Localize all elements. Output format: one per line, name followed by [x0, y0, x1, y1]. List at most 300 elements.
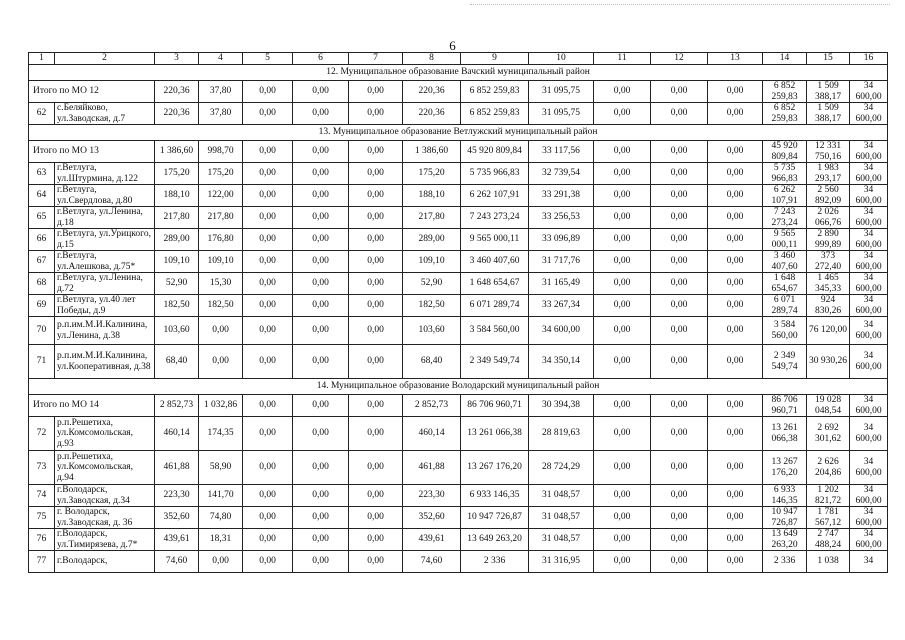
- table-cell: 0,00: [293, 141, 349, 163]
- table-cell: 220,36: [403, 81, 461, 103]
- table-cell: 0,00: [293, 251, 349, 273]
- table-cell: 0,00: [293, 345, 349, 379]
- table-cell: 33 267,34: [529, 295, 594, 317]
- table-cell: 0,00: [349, 295, 403, 317]
- table-cell: 6: [293, 53, 349, 65]
- table-cell: Итого по МО 13: [29, 141, 155, 163]
- table-cell: р.п.им.М.И.Калинина, ул.Кооперативная, д.38: [55, 345, 155, 379]
- table-cell: 1 386,60: [155, 141, 199, 163]
- table-cell: 188,10: [155, 185, 199, 207]
- table-cell: 103,60: [155, 317, 199, 345]
- table-cell: 0,00: [243, 229, 293, 251]
- table-cell: 6 852 259,83: [461, 81, 529, 103]
- table-cell: 34 600,00: [850, 229, 888, 251]
- table-cell: 0,00: [708, 185, 763, 207]
- table-cell: 6 933 146,35: [763, 485, 807, 507]
- table-cell: 0,00: [349, 81, 403, 103]
- table-cell: г.Ветлуга, ул.40 лет Победы, д.9: [55, 295, 155, 317]
- table-cell: 223,30: [155, 485, 199, 507]
- table-cell: 13. Муниципальное образование Ветлужский муниципальный район: [29, 125, 888, 141]
- table-cell: 0,00: [199, 345, 243, 379]
- table-cell: 69: [29, 295, 55, 317]
- total-row: [29, 81, 888, 103]
- table-cell: 3 584 560,00: [461, 317, 529, 345]
- table-cell: 1 509 388,17: [807, 103, 850, 125]
- table-cell: 0,00: [651, 273, 708, 295]
- table-cell: 0,00: [594, 451, 651, 485]
- table-cell: 0,00: [349, 551, 403, 573]
- table-cell: 34 600,00: [850, 251, 888, 273]
- table-cell: 0,00: [243, 207, 293, 229]
- table-cell: 74,60: [155, 551, 199, 573]
- table-cell: 0,00: [243, 141, 293, 163]
- table-cell: 18,31: [199, 529, 243, 551]
- table-cell: 0,00: [651, 251, 708, 273]
- table-cell: 0,00: [708, 103, 763, 125]
- table-cell: 12 331 750,16: [807, 141, 850, 163]
- table-cell: 34 600,00: [850, 395, 888, 417]
- table-row: [29, 251, 888, 273]
- table-cell: 0,00: [594, 317, 651, 345]
- table-cell: 0,00: [243, 163, 293, 185]
- table-cell: 0,00: [243, 273, 293, 295]
- table-cell: 0,00: [349, 507, 403, 529]
- table-cell: 34 600,00: [850, 417, 888, 451]
- table-cell: 0,00: [293, 103, 349, 125]
- table-cell: 223,30: [403, 485, 461, 507]
- table-cell: 0,00: [349, 273, 403, 295]
- table-row: [29, 103, 888, 125]
- table-cell: 16: [850, 53, 888, 65]
- table-cell: 0,00: [651, 103, 708, 125]
- table-cell: 0,00: [243, 185, 293, 207]
- table-cell: 75: [29, 507, 55, 529]
- table-cell: 0,00: [594, 485, 651, 507]
- table-cell: 0,00: [708, 163, 763, 185]
- table-cell: 0,00: [594, 81, 651, 103]
- table-cell: г.Ветлуга, ул.Алешкова, д.75*: [55, 251, 155, 273]
- table-cell: 3 460 407,60: [461, 251, 529, 273]
- table-cell: 0,00: [243, 417, 293, 451]
- table-cell: 0,00: [243, 103, 293, 125]
- total-row: [29, 141, 888, 163]
- table-cell: 28 819,63: [529, 417, 594, 451]
- table-cell: 1 648 654,67: [763, 273, 807, 295]
- table-cell: 6 262 107,91: [461, 185, 529, 207]
- table-cell: 5 735 966,83: [461, 163, 529, 185]
- table-cell: 58,90: [199, 451, 243, 485]
- table-cell: 0,00: [349, 185, 403, 207]
- table-cell: 33 117,56: [529, 141, 594, 163]
- table-cell: 460,14: [155, 417, 199, 451]
- table-cell: 289,00: [403, 229, 461, 251]
- table-cell: 0,00: [651, 417, 708, 451]
- table-cell: 0,00: [349, 529, 403, 551]
- table-cell: 0,00: [199, 317, 243, 345]
- table-cell: 0,00: [594, 395, 651, 417]
- table-cell: 2 890 999,89: [807, 229, 850, 251]
- table-cell: 109,10: [155, 251, 199, 273]
- table-cell: 122,00: [199, 185, 243, 207]
- table-cell: 0,00: [594, 551, 651, 573]
- table-cell: 2 852,73: [155, 395, 199, 417]
- table-cell: 34 600,00: [850, 345, 888, 379]
- table-cell: 13 649 263,20: [763, 529, 807, 551]
- table-cell: 30 394,38: [529, 395, 594, 417]
- table-cell: 6 852 259,83: [763, 81, 807, 103]
- table-cell: г. Володарск, ул.Заводская, д. 36: [55, 507, 155, 529]
- table-cell: 31 165,49: [529, 273, 594, 295]
- table-cell: 3 460 407,60: [763, 251, 807, 273]
- table-cell: 9 565 000,11: [461, 229, 529, 251]
- table-cell: р.п.Решетиха, ул.Комсомольская, д.94: [55, 451, 155, 485]
- table-cell: 12. Муниципальное образование Вачский муниципальный район: [29, 65, 888, 81]
- section-row: [29, 379, 888, 395]
- table-cell: 352,60: [155, 507, 199, 529]
- table-cell: 31 095,75: [529, 81, 594, 103]
- table-cell: 77: [29, 551, 55, 573]
- table-cell: 68,40: [403, 345, 461, 379]
- table-row: [29, 295, 888, 317]
- table-cell: 0,00: [243, 251, 293, 273]
- table-cell: 34 600,00: [850, 529, 888, 551]
- table-cell: 0,00: [293, 507, 349, 529]
- table-cell: 10 947 726,87: [763, 507, 807, 529]
- table-cell: 0,00: [651, 529, 708, 551]
- table-cell: 62: [29, 103, 55, 125]
- table-cell: 182,50: [403, 295, 461, 317]
- table-cell: 176,80: [199, 229, 243, 251]
- table-cell: 0,00: [199, 551, 243, 573]
- table-cell: 0,00: [594, 103, 651, 125]
- table-cell: 13 267 176,20: [763, 451, 807, 485]
- table-cell: 67: [29, 251, 55, 273]
- table-cell: р.п.Решетиха, ул.Комсомольская, д.93: [55, 417, 155, 451]
- page-number: 6: [449, 38, 456, 53]
- table-body: [29, 53, 888, 573]
- table-cell: 2 026 066,76: [807, 207, 850, 229]
- table-cell: 13 261 066,38: [461, 417, 529, 451]
- table-cell: 74: [29, 485, 55, 507]
- table-cell: 2 336: [461, 551, 529, 573]
- section-row: [29, 125, 888, 141]
- table-cell: 3: [155, 53, 199, 65]
- table-cell: 31 316,95: [529, 551, 594, 573]
- table-cell: 34 600,00: [850, 317, 888, 345]
- table-cell: 8: [403, 53, 461, 65]
- table-cell: 34 600,00: [529, 317, 594, 345]
- table-cell: 37,80: [199, 103, 243, 125]
- table-cell: 32 739,54: [529, 163, 594, 185]
- table-cell: 74,80: [199, 507, 243, 529]
- table-cell: 0,00: [243, 551, 293, 573]
- table-cell: г.Ветлуга, ул.Урицкого, д.15: [55, 229, 155, 251]
- table-cell: 0,00: [243, 345, 293, 379]
- table-cell: 45 920 809,84: [763, 141, 807, 163]
- table-cell: 0,00: [651, 395, 708, 417]
- table-row: [29, 185, 888, 207]
- table-cell: 31 717,76: [529, 251, 594, 273]
- table-row: [29, 317, 888, 345]
- table-cell: 0,00: [293, 317, 349, 345]
- table-cell: 0,00: [293, 295, 349, 317]
- table-cell: 76 120,00: [807, 317, 850, 345]
- table-cell: 0,00: [349, 141, 403, 163]
- table-cell: 72: [29, 417, 55, 451]
- table-cell: 9: [461, 53, 529, 65]
- table-cell: 0,00: [349, 395, 403, 417]
- table-cell: 2 747 488,24: [807, 529, 850, 551]
- table-cell: 6 262 107,91: [763, 185, 807, 207]
- table-cell: 220,36: [403, 103, 461, 125]
- table-cell: 3 584 560,00: [763, 317, 807, 345]
- table-cell: 217,80: [403, 207, 461, 229]
- table-cell: 0,00: [708, 417, 763, 451]
- table-cell: 0,00: [594, 345, 651, 379]
- table-cell: 34 600,00: [850, 451, 888, 485]
- table-row: [29, 163, 888, 185]
- table-cell: 220,36: [155, 103, 199, 125]
- table-row: [29, 551, 888, 573]
- table-cell: 998,70: [199, 141, 243, 163]
- table-cell: 0,00: [349, 229, 403, 251]
- table-cell: 0,00: [651, 551, 708, 573]
- table-cell: 2 349 549,74: [763, 345, 807, 379]
- table-cell: 439,61: [403, 529, 461, 551]
- table-cell: 10: [529, 53, 594, 65]
- table-cell: 220,36: [155, 81, 199, 103]
- table-cell: 175,20: [155, 163, 199, 185]
- table-cell: 34 600,00: [850, 485, 888, 507]
- table-cell: 6 852 259,83: [763, 103, 807, 125]
- table-cell: Итого по МО 14: [29, 395, 155, 417]
- table-cell: 0,00: [708, 295, 763, 317]
- table-cell: 34 600,00: [850, 185, 888, 207]
- table-cell: 73: [29, 451, 55, 485]
- table-cell: 68: [29, 273, 55, 295]
- table-cell: 4: [199, 53, 243, 65]
- table-cell: 0,00: [293, 529, 349, 551]
- table-cell: 2 560 892,09: [807, 185, 850, 207]
- table-cell: 0,00: [349, 251, 403, 273]
- table-cell: 109,10: [199, 251, 243, 273]
- table-cell: 0,00: [708, 207, 763, 229]
- table-cell: 1 038: [807, 551, 850, 573]
- table-cell: 0,00: [293, 163, 349, 185]
- table-cell: 0,00: [243, 295, 293, 317]
- table-cell: 0,00: [708, 485, 763, 507]
- table-row: [29, 345, 888, 379]
- table-cell: 34 600,00: [850, 103, 888, 125]
- table-cell: с.Беляйково, ул.Заводская, д.7: [55, 103, 155, 125]
- table-cell: 31 048,57: [529, 529, 594, 551]
- table-cell: г.Володарск, ул.Тимирязева, д.7*: [55, 529, 155, 551]
- table-cell: 0,00: [293, 273, 349, 295]
- table-cell: 0,00: [349, 207, 403, 229]
- table-cell: 34 600,00: [850, 163, 888, 185]
- table-cell: г.Володарск,: [55, 551, 155, 573]
- table-cell: 1 983 293,17: [807, 163, 850, 185]
- table-cell: 109,10: [403, 251, 461, 273]
- table-cell: 0,00: [349, 317, 403, 345]
- table-cell: 0,00: [293, 485, 349, 507]
- table-cell: 9 565 000,11: [763, 229, 807, 251]
- table-cell: 2 349 549,74: [461, 345, 529, 379]
- table-cell: 0,00: [651, 345, 708, 379]
- table-cell: 1: [29, 53, 55, 65]
- table-cell: 0,00: [594, 507, 651, 529]
- table-cell: 0,00: [594, 417, 651, 451]
- table-cell: 28 724,29: [529, 451, 594, 485]
- table-cell: 0,00: [708, 273, 763, 295]
- table-cell: 0,00: [651, 163, 708, 185]
- table-cell: 5 735 966,83: [763, 163, 807, 185]
- table-cell: 12: [651, 53, 708, 65]
- table-cell: 2 626 204,86: [807, 451, 850, 485]
- table-cell: 0,00: [651, 451, 708, 485]
- table-cell: 0,00: [651, 317, 708, 345]
- table-cell: 0,00: [651, 185, 708, 207]
- table-cell: 74,60: [403, 551, 461, 573]
- table-cell: 0,00: [293, 229, 349, 251]
- table-cell: 13: [708, 53, 763, 65]
- table-cell: 52,90: [155, 273, 199, 295]
- table-cell: 461,88: [155, 451, 199, 485]
- table-cell: 0,00: [651, 485, 708, 507]
- table-cell: 0,00: [293, 81, 349, 103]
- table-cell: 0,00: [708, 229, 763, 251]
- table-cell: 352,60: [403, 507, 461, 529]
- table-row: [29, 417, 888, 451]
- table-cell: 175,20: [199, 163, 243, 185]
- table-cell: 103,60: [403, 317, 461, 345]
- table-cell: 188,10: [403, 185, 461, 207]
- table-cell: 0,00: [293, 417, 349, 451]
- table-cell: 66: [29, 229, 55, 251]
- table-cell: 0,00: [349, 417, 403, 451]
- table-cell: 141,70: [199, 485, 243, 507]
- table-cell: 0,00: [594, 229, 651, 251]
- table-cell: 1 202 821,72: [807, 485, 850, 507]
- table-cell: 13 261 066,38: [763, 417, 807, 451]
- table-cell: 0,00: [594, 207, 651, 229]
- table-cell: 439,61: [155, 529, 199, 551]
- table-cell: р.п.им.М.И.Калинина, ул.Ленина, д.38: [55, 317, 155, 345]
- table-cell: 14. Муниципальное образование Володарский муниципальный район: [29, 379, 888, 395]
- table-cell: 0,00: [651, 229, 708, 251]
- table-cell: 0,00: [708, 451, 763, 485]
- table-row: [29, 451, 888, 485]
- table-cell: 1 781 567,12: [807, 507, 850, 529]
- table-cell: 13 649 263,20: [461, 529, 529, 551]
- table-cell: 217,80: [199, 207, 243, 229]
- table-row: [29, 529, 888, 551]
- table-cell: 0,00: [594, 273, 651, 295]
- table-cell: 0,00: [594, 295, 651, 317]
- table-cell: 76: [29, 529, 55, 551]
- table-cell: 0,00: [293, 395, 349, 417]
- header-row: [29, 53, 888, 65]
- table-row: [29, 207, 888, 229]
- table-cell: 63: [29, 163, 55, 185]
- table-cell: 0,00: [708, 551, 763, 573]
- table-cell: 2 692 301,62: [807, 417, 850, 451]
- table-cell: 2: [55, 53, 155, 65]
- table-cell: 0,00: [651, 507, 708, 529]
- table-cell: 34 350,14: [529, 345, 594, 379]
- table-cell: 0,00: [594, 141, 651, 163]
- table-cell: 33 256,53: [529, 207, 594, 229]
- table-cell: 15: [807, 53, 850, 65]
- table-cell: 0,00: [708, 317, 763, 345]
- table-cell: 31 048,57: [529, 485, 594, 507]
- table-cell: г.Ветлуга, ул.Штурмина, д.122: [55, 163, 155, 185]
- table-cell: 0,00: [651, 81, 708, 103]
- table-cell: 6 071 289,74: [461, 295, 529, 317]
- table-cell: 217,80: [155, 207, 199, 229]
- table-cell: 174,35: [199, 417, 243, 451]
- table-cell: 34 600,00: [850, 273, 888, 295]
- table-cell: 11: [594, 53, 651, 65]
- table-cell: г.Ветлуга, ул.Ленина, д.72: [55, 273, 155, 295]
- table-cell: 2 852,73: [403, 395, 461, 417]
- table-cell: 1 032,86: [199, 395, 243, 417]
- table-cell: 0,00: [708, 141, 763, 163]
- table-cell: 86 706 960,71: [763, 395, 807, 417]
- table-cell: 0,00: [594, 529, 651, 551]
- table-cell: г.Володарск, ул.Заводская, д.34: [55, 485, 155, 507]
- table-cell: 461,88: [403, 451, 461, 485]
- table-cell: 0,00: [243, 529, 293, 551]
- table-cell: 0,00: [708, 81, 763, 103]
- table-cell: 86 706 960,71: [461, 395, 529, 417]
- table-cell: 1 465 345,33: [807, 273, 850, 295]
- table-cell: 1 386,60: [403, 141, 461, 163]
- table-cell: 0,00: [651, 141, 708, 163]
- table-cell: 70: [29, 317, 55, 345]
- table-cell: 373 272,40: [807, 251, 850, 273]
- table-cell: 13 267 176,20: [461, 451, 529, 485]
- table-cell: 2 336: [763, 551, 807, 573]
- section-row: [29, 65, 888, 81]
- table-cell: 0,00: [243, 81, 293, 103]
- table-cell: 182,50: [199, 295, 243, 317]
- register-table: [28, 52, 888, 573]
- table-cell: 0,00: [651, 295, 708, 317]
- table-row: [29, 273, 888, 295]
- table-cell: 0,00: [349, 451, 403, 485]
- table-cell: 6 071 289,74: [763, 295, 807, 317]
- table-cell: 52,90: [403, 273, 461, 295]
- table-cell: г.Ветлуга, ул.Свердлова, д.80: [55, 185, 155, 207]
- table-cell: 34 600,00: [850, 507, 888, 529]
- table-cell: 0,00: [293, 207, 349, 229]
- table-cell: 0,00: [243, 485, 293, 507]
- table-cell: 0,00: [243, 451, 293, 485]
- table-cell: 182,50: [155, 295, 199, 317]
- table-cell: 0,00: [708, 251, 763, 273]
- table-cell: 0,00: [594, 163, 651, 185]
- table-cell: 34 600,00: [850, 141, 888, 163]
- table-cell: 0,00: [651, 207, 708, 229]
- table-cell: 10 947 726,87: [461, 507, 529, 529]
- table-cell: 34 600,00: [850, 81, 888, 103]
- table-cell: 460,14: [403, 417, 461, 451]
- table-cell: 0,00: [349, 485, 403, 507]
- table-cell: 71: [29, 345, 55, 379]
- table-cell: 31 048,57: [529, 507, 594, 529]
- table-cell: г.Ветлуга, ул.Ленина, д.18: [55, 207, 155, 229]
